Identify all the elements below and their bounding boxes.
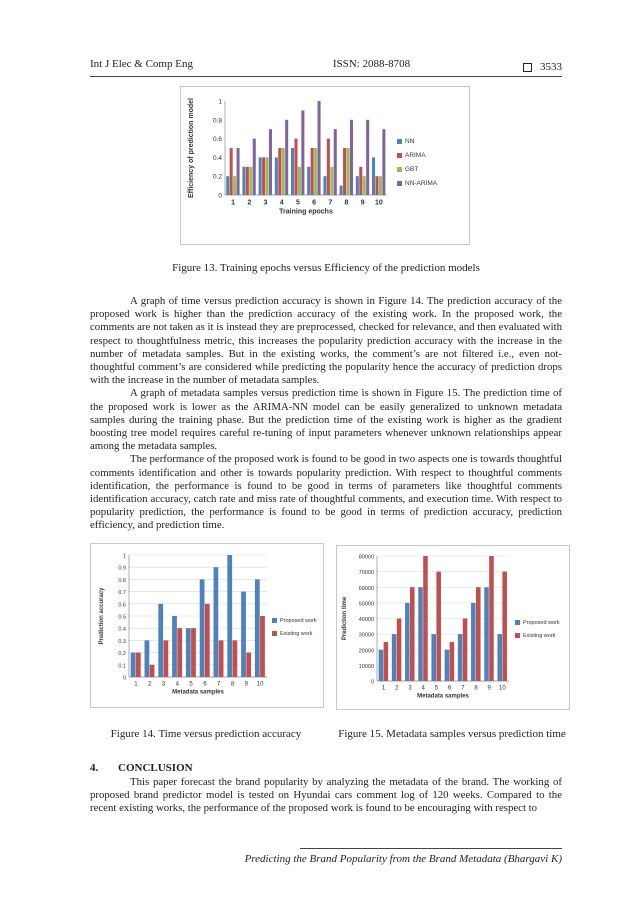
y-tick-label: 0.1	[118, 663, 126, 670]
bar	[343, 148, 346, 195]
bar	[191, 628, 196, 677]
section-number: 4.	[90, 762, 99, 774]
bar	[249, 167, 252, 195]
bar	[233, 176, 236, 195]
bar	[350, 120, 353, 195]
x-tick-label: 4	[175, 681, 179, 688]
legend-swatch	[397, 139, 402, 144]
bar	[502, 572, 507, 681]
x-tick-label: 10	[256, 681, 264, 688]
x-tick-label: 6	[203, 681, 207, 688]
footer-rule	[300, 848, 562, 849]
bar	[246, 167, 249, 195]
figure-15	[336, 545, 570, 710]
bar	[366, 120, 369, 195]
bar	[205, 604, 210, 677]
y-tick-label: 0.2	[118, 651, 126, 658]
y-tick-label: 0.6	[118, 602, 126, 609]
bar	[450, 642, 455, 681]
bar	[379, 650, 384, 681]
bar	[334, 129, 337, 195]
y-tick-label: 0.8	[212, 117, 222, 125]
legend-label: Existing work	[523, 633, 556, 639]
figure-13-chart	[181, 87, 469, 244]
y-axis-label: Prediction accuracy	[99, 587, 105, 645]
x-axis-label: Metadata samples	[172, 689, 224, 696]
bar	[214, 567, 219, 677]
journal-name: Int J Elec & Comp Eng	[90, 58, 193, 70]
bar	[356, 176, 359, 195]
x-tick-label: 4	[279, 199, 284, 207]
y-tick-label: 0	[218, 192, 222, 200]
legend-label: Proposed work	[280, 618, 317, 624]
legend-label: GBT	[405, 166, 419, 173]
bar	[418, 587, 423, 681]
x-tick-label: 5	[295, 199, 300, 207]
figure-14-caption: Figure 14. Time versus prediction accuracy	[110, 728, 302, 740]
paragraph-1: A graph of time versus prediction accuracy is shown in Figure 14. The prediction accuracy of the proposed work is higher than the prediction accuracy of the existing work. In the proposed work, the comments are not taken as it is instead they are preprocessed, checked for relevance, and then evaluated with respect to thoughtfulness metric, this increases the popularity prediction accuracy with the increase in the number of metadata samples. But in the existing works, the comment’s are not filtered i.e., even not-thoughtful comment’s are considered while predicting the popularity hence the accuracy of prediction drops with the increase in the number of metadata samples.	[90, 295, 562, 387]
bar	[379, 176, 382, 195]
x-tick-label: 7	[461, 685, 465, 692]
bar	[463, 619, 468, 682]
bar	[410, 587, 415, 681]
body-text	[90, 295, 562, 533]
x-tick-label: 1	[381, 685, 386, 692]
bar	[237, 148, 240, 195]
x-tick-label: 6	[312, 199, 317, 207]
bar	[172, 616, 177, 677]
y-tick-label: 0.7	[118, 590, 126, 597]
x-tick-label: 1	[134, 681, 138, 688]
x-tick-label: 8	[230, 681, 235, 688]
bar	[233, 640, 238, 677]
x-tick-label: 10	[499, 685, 506, 692]
x-tick-label: 8	[474, 685, 478, 692]
bar	[311, 148, 314, 195]
figure-14	[90, 543, 324, 708]
issn: ISSN: 2088-8708	[332, 58, 411, 70]
x-tick-label: 5	[434, 685, 439, 692]
bar	[340, 186, 343, 195]
bar	[314, 148, 317, 195]
y-tick-label: 0.6	[212, 136, 222, 144]
bar	[392, 634, 397, 681]
bar	[489, 556, 494, 681]
bar	[150, 665, 155, 677]
y-tick-label: 1	[218, 98, 222, 106]
y-tick-label: 70000	[358, 570, 374, 577]
x-tick-label: 4	[421, 685, 425, 692]
bar	[497, 634, 502, 681]
y-tick-label: 0.4	[118, 626, 126, 633]
paragraph-2: A graph of metadata samples versus prediction time is shown in Figure 15. The prediction time of the proposed work is lower as the ARIMA-NN model can be easily generalized to unknown metadata samples during the training phase. But the prediction time of the existing work is higher as the gradient boosting tree model requires careful re-tuning of input parameters whenever unknown relationships appear among the metadata samples.	[90, 387, 562, 453]
bar	[484, 587, 489, 681]
bar	[253, 139, 256, 195]
bar	[230, 148, 233, 195]
paragraph-3: The performance of the proposed work is found to be good in two aspects one is towards thoughtful comments identification and other is towards popularity prediction. With respect to thoughtful comments identification, the performance is found to be good in terms of parameters like thoughtful comments identification accuracy, catch rate and miss rate of thoughtful comments, and execution time. With respect to popularity prediction, the performance is found to be good in terms of prediction accuracy, prediction efficiency, and prediction time.	[90, 453, 562, 532]
y-tick-label: 0.4	[212, 154, 222, 162]
legend-label: Proposed work	[523, 620, 560, 626]
bar	[347, 148, 350, 195]
bar	[382, 129, 385, 195]
y-tick-label: 0.5	[118, 614, 126, 621]
y-tick-label: 10000	[358, 663, 374, 670]
x-tick-label: 7	[217, 681, 221, 688]
bar	[226, 176, 229, 195]
section-heading	[90, 762, 193, 774]
bar	[294, 139, 297, 195]
conclusion-paragraph: This paper forecast the brand popularity by analyzing the metadata of the brand. The working of proposed brand predictor model is tested on Hyundai cars comment log of 120 weeks. Compared to the recent existing works, the performance of the proposed work is found to be encouraging with respect to	[90, 776, 562, 815]
legend-swatch	[397, 181, 402, 186]
bar	[445, 650, 450, 681]
bar	[255, 579, 260, 677]
checkbox-icon	[523, 63, 532, 72]
bar	[307, 167, 310, 195]
bar	[145, 640, 150, 677]
y-tick-label: 0.8	[118, 577, 126, 584]
bar	[164, 640, 169, 677]
x-tick-label: 9	[244, 681, 248, 688]
legend-label: ARIMA	[405, 152, 426, 159]
bar	[423, 556, 428, 681]
x-axis-label: Metadata samples	[417, 693, 469, 700]
page-footer: Predicting the Brand Popularity from the Brand Metadata (Bhargavi K)	[244, 853, 562, 865]
bar	[384, 642, 389, 681]
bar	[266, 157, 269, 195]
x-tick-label: 6	[447, 685, 452, 692]
bar	[431, 634, 436, 681]
y-tick-label: 30000	[358, 632, 374, 639]
x-tick-label: 8	[344, 199, 349, 207]
bar	[158, 604, 163, 677]
bar	[285, 120, 288, 195]
bar	[471, 603, 476, 681]
bar	[186, 628, 191, 677]
bar	[323, 176, 326, 195]
x-tick-label: 9	[360, 199, 365, 207]
page-header	[90, 58, 562, 76]
figure-15-chart	[337, 546, 569, 709]
figure-14-chart	[91, 544, 323, 707]
x-tick-label: 2	[395, 685, 399, 692]
legend-swatch	[397, 153, 402, 158]
legend-label: NN-ARIMA	[405, 180, 438, 187]
bar	[363, 176, 366, 195]
conclusion-text-block	[90, 776, 562, 816]
header-rule	[90, 76, 562, 77]
bar	[241, 592, 246, 677]
y-axis-label: Efficiency of prediction model	[188, 98, 195, 198]
bar	[298, 167, 301, 195]
x-tick-label: 7	[328, 199, 333, 207]
bar	[397, 619, 402, 682]
bar	[177, 628, 182, 677]
figure-15-caption: Figure 15. Metadata samples versus prediction time	[338, 728, 566, 740]
bar	[458, 634, 463, 681]
x-tick-label: 3	[408, 685, 412, 692]
y-tick-label: 60000	[358, 585, 374, 592]
bar	[242, 167, 245, 195]
bar	[359, 167, 362, 195]
bar	[259, 157, 262, 195]
bar	[372, 157, 375, 195]
x-tick-label: 2	[247, 199, 252, 207]
legend-label: NN	[405, 138, 415, 145]
bar	[375, 176, 378, 195]
page-number: 3533	[540, 61, 562, 73]
bar	[278, 148, 281, 195]
bar	[330, 167, 333, 195]
y-tick-label: 1	[122, 553, 126, 560]
x-tick-label: 5	[189, 681, 193, 688]
y-tick-label: 20000	[358, 648, 374, 655]
bar	[318, 101, 321, 195]
bar	[282, 148, 285, 195]
bar	[476, 587, 481, 681]
y-tick-label: 0.2	[212, 173, 222, 181]
bar	[269, 129, 272, 195]
figure-13	[180, 86, 470, 245]
x-tick-label: 2	[148, 681, 152, 688]
x-axis-label: Training epochs	[279, 208, 333, 216]
x-tick-label: 3	[161, 681, 166, 688]
legend-swatch	[515, 620, 520, 625]
bar	[291, 148, 294, 195]
y-tick-label: 50000	[358, 601, 374, 608]
bar	[246, 653, 251, 677]
bar	[200, 579, 205, 677]
bar	[227, 555, 232, 677]
y-tick-label: 0.3	[118, 638, 126, 645]
legend-swatch	[272, 631, 277, 636]
x-tick-label: 10	[375, 199, 383, 207]
bar	[131, 653, 136, 677]
bar	[436, 572, 441, 681]
y-tick-label: 0.9	[118, 565, 126, 572]
bar	[262, 157, 265, 195]
legend-label: Existing work	[280, 631, 313, 637]
figure-13-caption: Figure 13. Training epochs versus Efficiency of the prediction models	[172, 262, 480, 274]
bar	[301, 110, 304, 195]
bar	[219, 640, 224, 677]
x-tick-label: 1	[231, 199, 236, 207]
bar	[405, 603, 410, 681]
x-tick-label: 3	[263, 199, 268, 207]
bar	[275, 157, 278, 195]
y-tick-label: 80000	[358, 554, 374, 561]
page-number-group	[523, 58, 562, 76]
bar	[136, 653, 141, 677]
section-title: CONCLUSION	[118, 762, 193, 774]
y-axis-label: Prediction time	[342, 596, 348, 641]
legend-swatch	[397, 167, 402, 172]
y-tick-label: 40000	[358, 617, 374, 623]
y-tick-label: 0	[122, 675, 126, 682]
bar	[260, 616, 265, 677]
y-tick-label: 0	[370, 679, 374, 686]
legend-swatch	[272, 618, 277, 623]
legend-swatch	[515, 633, 520, 638]
x-tick-label: 9	[487, 685, 491, 692]
bar	[327, 139, 330, 195]
